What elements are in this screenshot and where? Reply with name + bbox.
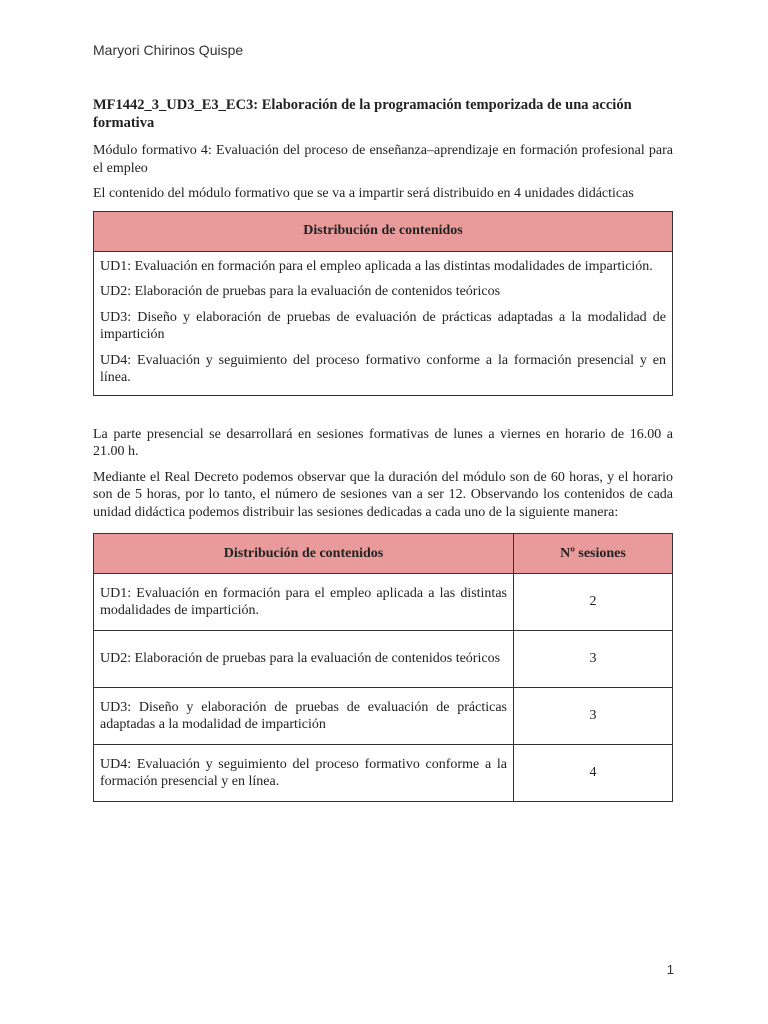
table-row [94, 574, 673, 631]
row-content: UD2: Elaboración de pruebas para la evaluación de contenidos teóricos [94, 631, 514, 688]
sessions-table-header-sessions: Nº sesiones [514, 534, 673, 574]
row-sessions: 4 [514, 745, 673, 802]
document-title: MF1442_3_UD3_E3_EC3: Elaboración de la programación temporizada de una acción formativa [93, 97, 632, 131]
page-number: 1 [666, 962, 674, 977]
row-sessions: 2 [514, 574, 673, 631]
unit-item-1: UD1: Evaluación en formación para el empleo aplicada a las distintas modalidades de impartición. [100, 258, 653, 274]
distribution-paragraph: El contenido del módulo formativo que se va a impartir será distribuido en 4 unidades didácticas [93, 186, 634, 201]
author-name: Maryori Chirinos Quispe [93, 42, 244, 58]
row-content: UD3: Diseño y elaboración de pruebas de evaluación de prácticas adaptadas a la modalidad de impartición [94, 688, 514, 745]
table-row [94, 688, 673, 745]
table-row [94, 745, 673, 802]
unit-item-3: UD3: Diseño y elaboración de pruebas de evaluación de prácticas adaptadas a la modalidad de impartición [100, 309, 666, 342]
sessions-table-header-content: Distribución de contenidos [94, 534, 514, 574]
document-body [93, 96, 673, 802]
row-sessions: 3 [514, 688, 673, 745]
contents-table [93, 211, 673, 396]
table-row [94, 631, 673, 688]
contents-table-cell [94, 251, 673, 395]
sessions-paragraph: Mediante el Real Decreto podemos observar que la duración del módulo son de 60 horas, y el horario son de 5 horas, por lo tanto, el número de sesiones van a ser 12. Observando los contenidos de cada unidad didáctica podemos distribuir las sesiones dedicadas a cada uno de la siguiente manera: [93, 469, 673, 520]
unit-item-4: UD4: Evaluación y seguimiento del proceso formativo conforme a la formación presencial y en línea. [100, 352, 666, 385]
row-sessions: 3 [514, 631, 673, 688]
schedule-paragraph: La parte presencial se desarrollará en sesiones formativas de lunes a viernes en horario de 16.00 a 21.00 h. [93, 426, 673, 459]
module-paragraph: Módulo formativo 4: Evaluación del proceso de enseñanza–aprendizaje en formación profesional para el empleo [93, 143, 673, 176]
row-content: UD1: Evaluación en formación para el empleo aplicada a las distintas modalidades de impartición. [94, 574, 514, 631]
unit-item-2: UD2: Elaboración de pruebas para la evaluación de contenidos teóricos [100, 284, 501, 299]
contents-table-header: Distribución de contenidos [94, 211, 673, 251]
row-content: UD4: Evaluación y seguimiento del proceso formativo conforme a la formación presencial y en línea. [94, 745, 514, 802]
sessions-table [93, 533, 673, 802]
